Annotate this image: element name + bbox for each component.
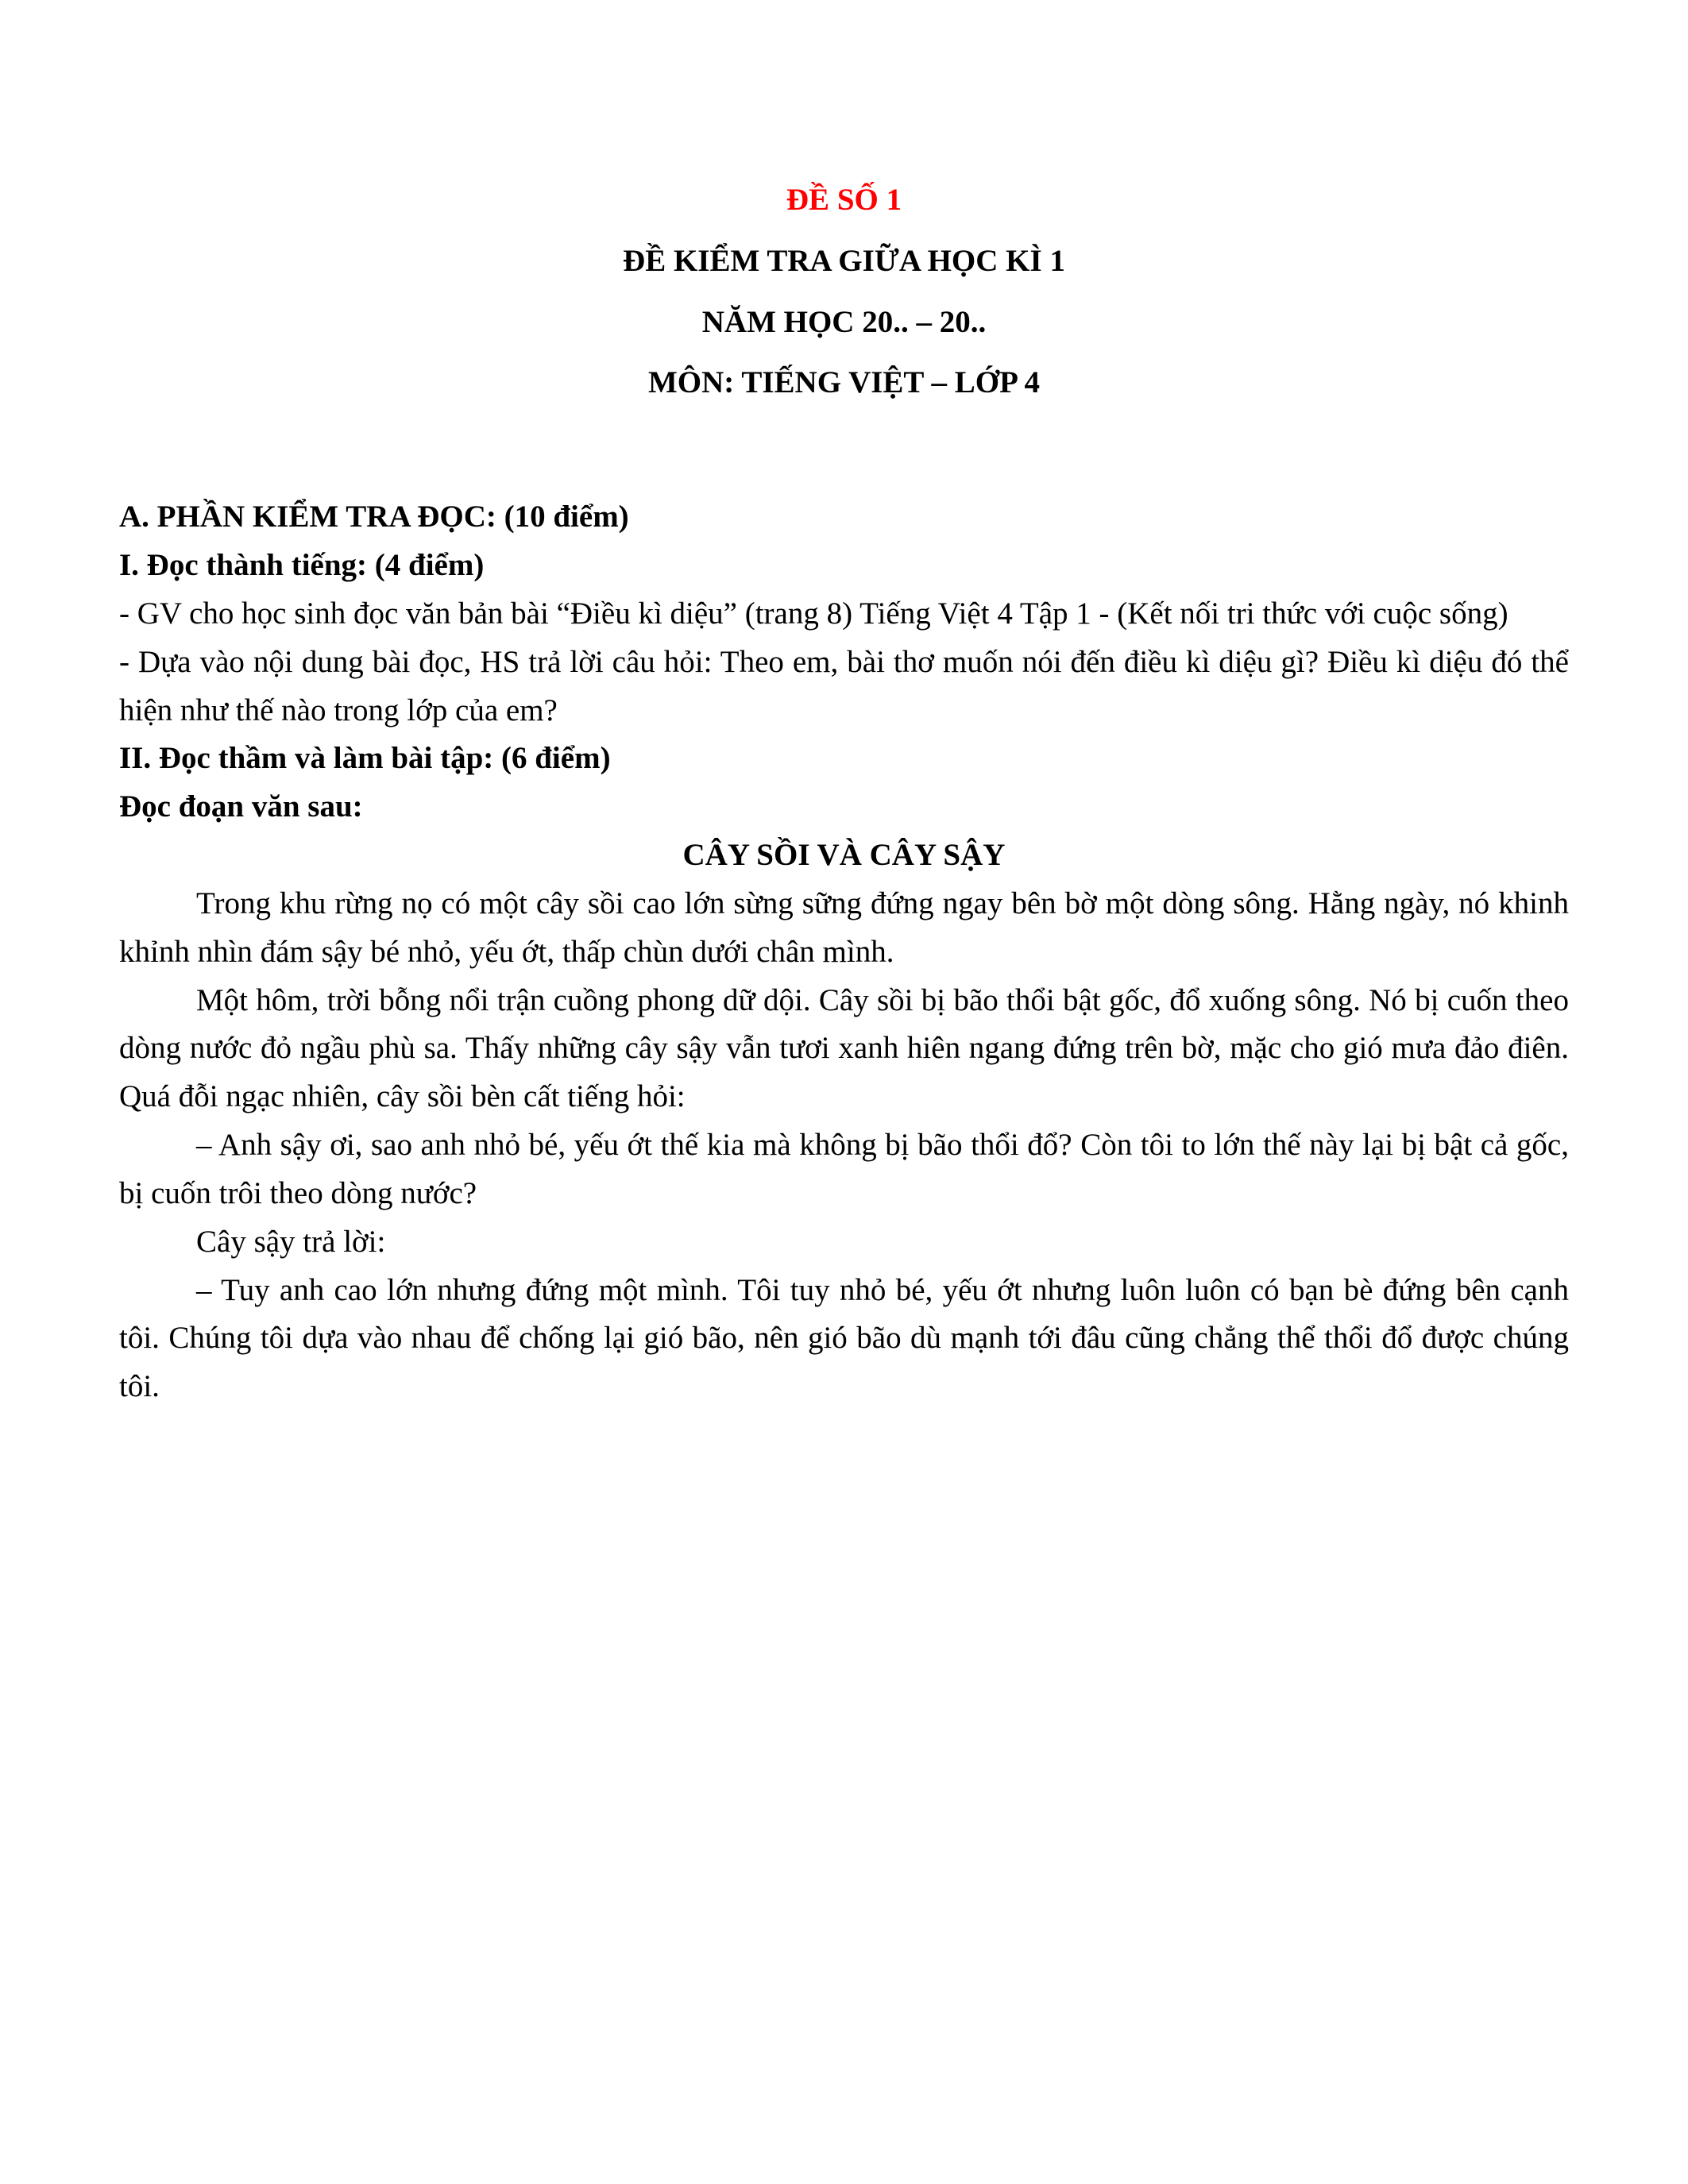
school-year-heading: NĂM HỌC 20.. – 20.. xyxy=(701,304,987,339)
section-1-instruction-2: - Dựa vào nội dung bài đọc, HS trả lời câu hỏi: Theo em, bài thơ muốn nói đến điều kì diệu gì? Điều kì diệu đó thể hiện như thế nào trong lớp của em? xyxy=(119,644,1569,727)
passage-dialogue-2: – Tuy anh cao lớn nhưng đứng một mình. Tôi tuy nhỏ bé, yếu ớt nhưng luôn luôn có bạn bè đứng bên cạnh tôi. Chúng tôi dựa vào nhau để chống lại gió bão, nên gió bão dù mạnh tới đâu cũng chẳng thể thổi đổ được chúng tôi. xyxy=(119,1272,1569,1404)
exam-number-heading: ĐỀ SỐ 1 xyxy=(786,183,902,217)
part-a-heading: A. PHẦN KIỂM TRA ĐỌC: (10 điểm) xyxy=(119,500,629,534)
passage-paragraph-2: Một hôm, trời bỗng nổi trận cuồng phong dữ dội. Cây sồi bị bão thổi bật gốc, đổ xuống sông. Nó bị cuốn theo dòng nước đỏ ngầu phù sa. Thấy những cây sậy vẫn tươi xanh hiên ngang đứng trên bờ, mặc cho gió mưa đảo điên. Quá đỗi ngạc nhiên, cây sồi bèn cất tiếng hỏi: xyxy=(119,982,1569,1114)
section-2-heading: II. Đọc thầm và làm bài tập: (6 điểm) xyxy=(119,741,611,776)
passage-title: CÂY SỒI VÀ CÂY SẬY xyxy=(682,838,1006,873)
exam-title-heading: ĐỀ KIỂM TRA GIỮA HỌC KÌ 1 xyxy=(623,243,1065,278)
passage-paragraph-1: Trong khu rừng nọ có một cây sồi cao lớn sừng sững đứng ngay bên bờ một dòng sông. Hằng ngày, nó khinh khỉnh nhìn đám sậy bé nhỏ, yếu ớt, thấp chùn dưới chân mình. xyxy=(119,886,1569,969)
document-header xyxy=(119,176,1569,407)
header-spacer xyxy=(119,420,1569,493)
section-1-instruction-1: - GV cho học sinh đọc văn bản bài “Điều kì diệu” (trang 8) Tiếng Việt 4 Tập 1 - (Kết nối tri thức với cuộc sống) xyxy=(119,596,1508,631)
passage-intro-label: Đọc đoạn văn sau: xyxy=(119,789,363,824)
passage-narration: Cây sậy trả lời: xyxy=(196,1224,386,1259)
section-1-heading: I. Đọc thành tiếng: (4 điểm) xyxy=(119,548,485,583)
passage-dialogue-1: – Anh sậy ơi, sao anh nhỏ bé, yếu ớt thế kia mà không bị bão thổi đổ? Còn tôi to lớn thế này lại bị bật cả gốc, bị cuốn trôi theo dòng nước? xyxy=(119,1128,1569,1210)
subject-heading: MÔN: TIẾNG VIỆT – LỚP 4 xyxy=(647,365,1041,400)
